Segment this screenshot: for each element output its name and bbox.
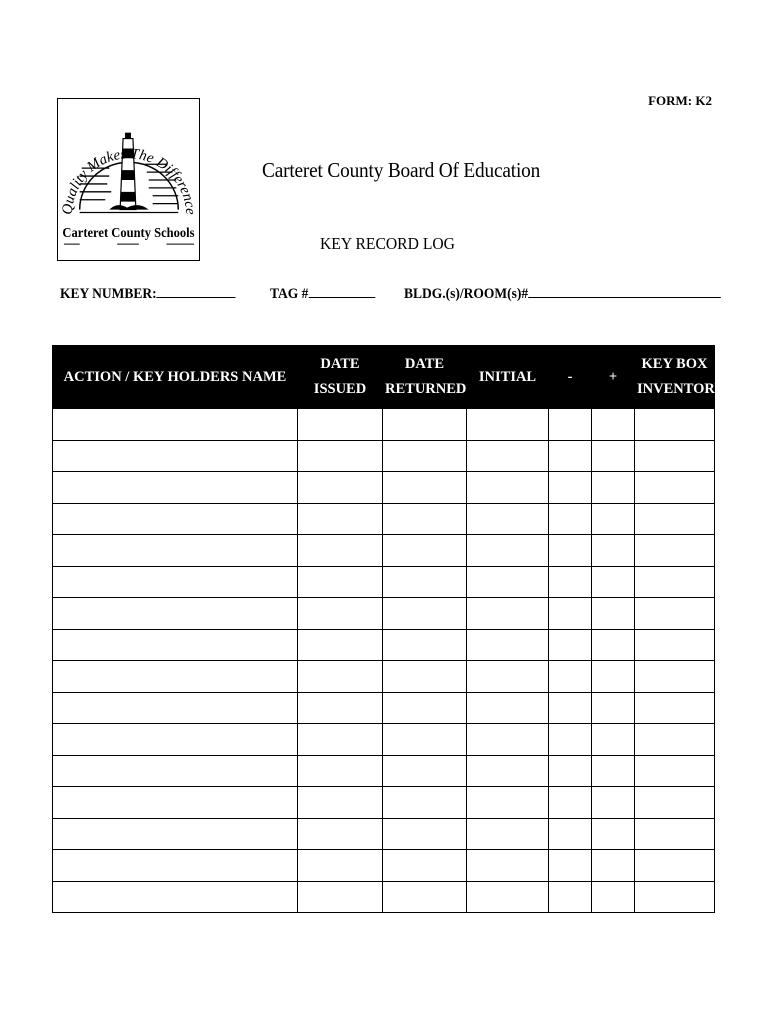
key-number-field[interactable] [60, 283, 236, 303]
table-cell[interactable] [635, 661, 715, 693]
document-title: KEY RECORD LOG [320, 234, 455, 253]
table-cell[interactable] [383, 535, 467, 567]
col-header-line: DATE [404, 356, 445, 372]
table-row [53, 724, 715, 756]
table-cell[interactable] [383, 629, 467, 661]
table-cell[interactable] [467, 755, 549, 787]
col-header-line: INITIAL [478, 368, 537, 385]
tag-blank[interactable] [308, 283, 375, 298]
tag-field[interactable] [270, 283, 375, 303]
col-header-line: RETURNED [385, 381, 467, 397]
table-cell[interactable] [467, 787, 549, 819]
table-cell[interactable] [592, 724, 635, 756]
col-header-key-box-inventory [635, 346, 725, 409]
table-row [53, 881, 715, 913]
table-cell[interactable] [467, 503, 549, 535]
table-cell[interactable] [549, 409, 592, 441]
table-cell[interactable] [383, 692, 467, 724]
table-cell[interactable] [635, 881, 715, 913]
table-cell[interactable] [298, 818, 383, 850]
table-cell[interactable] [467, 661, 549, 693]
table-cell[interactable] [53, 598, 298, 630]
table-cell[interactable] [635, 818, 715, 850]
table-cell[interactable] [383, 440, 467, 472]
table-cell[interactable] [549, 566, 592, 598]
table-row [53, 598, 715, 630]
table-cell[interactable] [592, 818, 635, 850]
table-row [53, 566, 715, 598]
table-cell[interactable] [383, 881, 467, 913]
table-cell[interactable] [549, 724, 592, 756]
table-row [53, 787, 715, 819]
table-cell[interactable] [298, 755, 383, 787]
table-cell[interactable] [467, 566, 549, 598]
table-cell[interactable] [467, 440, 549, 472]
form-id: FORM: K2 [648, 93, 712, 108]
table-cell[interactable] [298, 850, 383, 882]
table-cell[interactable] [467, 598, 549, 630]
table-cell[interactable] [53, 724, 298, 756]
table-cell[interactable] [383, 818, 467, 850]
bldg-room-label: BLDG.(s)/ROOM(s)# [404, 286, 529, 302]
table-row [53, 535, 715, 567]
key-number-label: KEY NUMBER: [60, 286, 157, 302]
col-header-line: + [608, 368, 618, 385]
school-logo [57, 98, 200, 261]
table-cell[interactable] [549, 440, 592, 472]
col-header-plus [592, 346, 635, 409]
table-cell[interactable] [383, 503, 467, 535]
table-cell[interactable] [635, 787, 715, 819]
table-cell[interactable] [635, 503, 715, 535]
table-cell[interactable] [592, 850, 635, 882]
table-row [53, 661, 715, 693]
table-cell[interactable] [467, 881, 549, 913]
table-row [53, 755, 715, 787]
table-cell[interactable] [298, 881, 383, 913]
col-header-line: - [567, 368, 573, 385]
table-cell[interactable] [53, 629, 298, 661]
table-cell[interactable] [298, 472, 383, 504]
table-cell[interactable] [549, 629, 592, 661]
table-cell[interactable] [298, 598, 383, 630]
table-cell[interactable] [592, 629, 635, 661]
table-cell[interactable] [298, 629, 383, 661]
table-cell[interactable] [635, 440, 715, 472]
table-cell[interactable] [383, 724, 467, 756]
col-header-initial [467, 346, 549, 409]
table-cell[interactable] [592, 566, 635, 598]
table-cell[interactable] [53, 661, 298, 693]
table-cell[interactable] [383, 409, 467, 441]
table-cell[interactable] [53, 409, 298, 441]
table-cell[interactable] [298, 409, 383, 441]
table-cell[interactable] [549, 598, 592, 630]
col-header-date-returned [383, 346, 467, 409]
col-header-line: INVENTORY [637, 381, 725, 397]
table-cell[interactable] [298, 724, 383, 756]
table-cell[interactable] [549, 818, 592, 850]
table-cell[interactable] [298, 661, 383, 693]
table-cell[interactable] [298, 535, 383, 567]
col-header-line: ACTION / KEY HOLDERS NAME [63, 368, 287, 385]
table-cell[interactable] [53, 566, 298, 598]
table-cell[interactable] [53, 472, 298, 504]
table-cell[interactable] [53, 692, 298, 724]
table-cell[interactable] [592, 787, 635, 819]
table-cell[interactable] [592, 472, 635, 504]
table-cell[interactable] [592, 661, 635, 693]
logo-school-name: Carteret County Schools [62, 225, 196, 241]
table-cell[interactable] [383, 787, 467, 819]
table-cell[interactable] [635, 566, 715, 598]
table-cell[interactable] [592, 409, 635, 441]
table-cell[interactable] [383, 850, 467, 882]
table-cell[interactable] [467, 472, 549, 504]
table-cell[interactable] [467, 535, 549, 567]
table-row [53, 818, 715, 850]
key-record-table [52, 345, 725, 913]
table-row [53, 409, 715, 441]
table-cell[interactable] [549, 503, 592, 535]
table-cell[interactable] [549, 787, 592, 819]
table-cell[interactable] [592, 535, 635, 567]
table-cell[interactable] [383, 598, 467, 630]
table-cell[interactable] [592, 692, 635, 724]
table-cell[interactable] [467, 818, 549, 850]
table-cell[interactable] [383, 566, 467, 598]
tag-label: TAG # [270, 286, 309, 302]
table-cell[interactable] [53, 787, 298, 819]
table-row [53, 850, 715, 882]
table-cell[interactable] [53, 503, 298, 535]
table-cell[interactable] [383, 661, 467, 693]
table-cell[interactable] [298, 440, 383, 472]
table-cell[interactable] [53, 881, 298, 913]
col-header-line: KEY BOX [641, 356, 708, 372]
table-cell[interactable] [592, 881, 635, 913]
table-cell[interactable] [298, 692, 383, 724]
table-cell[interactable] [549, 755, 592, 787]
table-row [53, 692, 715, 724]
table-cell[interactable] [467, 629, 549, 661]
bldg-room-blank[interactable] [528, 283, 721, 298]
table-cell[interactable] [467, 850, 549, 882]
table-cell[interactable] [549, 881, 592, 913]
table-cell[interactable] [549, 472, 592, 504]
table-header-row [53, 346, 715, 409]
table-cell[interactable] [635, 755, 715, 787]
bldg-room-field[interactable] [404, 283, 721, 303]
col-header-line: DATE ISSUED [313, 356, 367, 397]
table-cell[interactable] [53, 850, 298, 882]
table-cell[interactable] [592, 503, 635, 535]
table-cell[interactable] [298, 566, 383, 598]
table-cell[interactable] [383, 755, 467, 787]
key-number-blank[interactable] [157, 283, 236, 298]
table-cell[interactable] [635, 850, 715, 882]
table-cell[interactable] [549, 661, 592, 693]
col-header-date-issued [298, 346, 383, 409]
col-header-minus [549, 346, 592, 409]
col-header-name [53, 346, 298, 409]
table-row [53, 629, 715, 661]
lighthouse-icon [109, 133, 148, 210]
table-cell[interactable] [592, 755, 635, 787]
table-cell[interactable] [635, 409, 715, 441]
table-row [53, 503, 715, 535]
table-cell[interactable] [53, 755, 298, 787]
org-title: Carteret County Board Of Education [262, 158, 541, 182]
table-cell[interactable] [635, 535, 715, 567]
table-row [53, 472, 715, 504]
table-cell[interactable] [298, 503, 383, 535]
table-cell[interactable] [298, 787, 383, 819]
logo-arc-text: Quality Makes The Difference [59, 146, 199, 216]
table-cell[interactable] [383, 472, 467, 504]
table-row [53, 440, 715, 472]
table-cell[interactable] [467, 724, 549, 756]
table-cell[interactable] [467, 692, 549, 724]
table-body [53, 409, 715, 913]
table-cell[interactable] [53, 535, 298, 567]
table-cell[interactable] [592, 598, 635, 630]
table-cell[interactable] [549, 535, 592, 567]
table-cell[interactable] [53, 440, 298, 472]
table-cell[interactable] [635, 629, 715, 661]
table-cell[interactable] [635, 598, 715, 630]
table-cell[interactable] [635, 724, 715, 756]
table-cell[interactable] [635, 472, 715, 504]
table-cell[interactable] [53, 818, 298, 850]
table-cell[interactable] [467, 409, 549, 441]
table-cell[interactable] [635, 692, 715, 724]
table-cell[interactable] [549, 692, 592, 724]
table-cell[interactable] [549, 850, 592, 882]
table-cell[interactable] [592, 440, 635, 472]
